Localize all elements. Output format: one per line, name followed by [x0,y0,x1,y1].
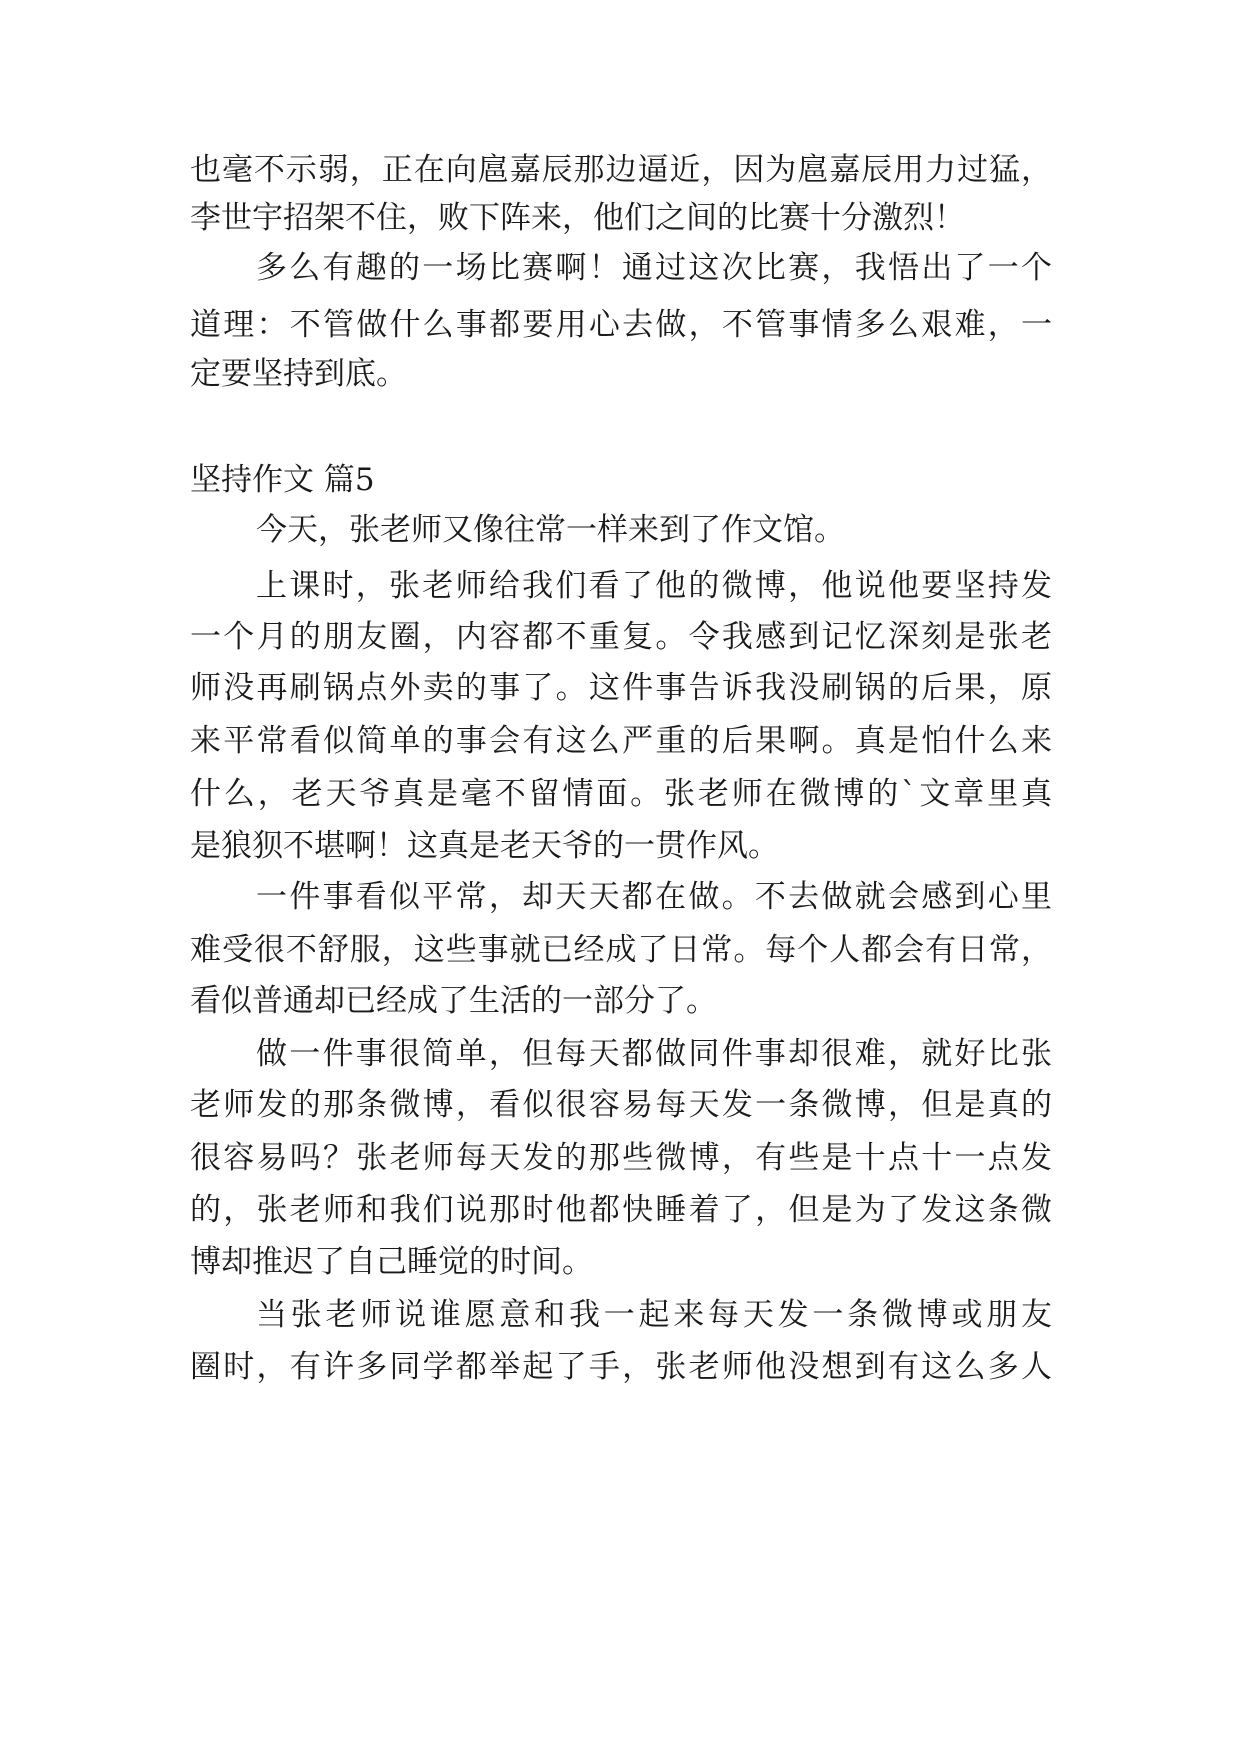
paragraph-line: 道理：不管做什么事都要用心去做，不管事情多么艰难，一 [190,307,1052,343]
paragraph-line: 也毫不示弱，正在向扈嘉辰那边逼近，因为扈嘉辰用力过猛， [190,152,1052,188]
paragraph-line: 来平常看似简单的事会有这么严重的后果啊。真是怕什么来 [190,723,1052,759]
paragraph-line: 难受很不舒服，这些事就已经成了日常。每个人都会有日常， [190,932,1052,968]
paragraph-line: 圈时，有许多同学都举起了手，张老师他没想到有这么多人 [190,1349,1052,1385]
paragraph-line: 定要坚持到底。 [190,356,407,392]
paragraph-line: 做一件事很简单，但每天都做同件事却很难，就好比张 [256,1036,1052,1072]
paragraph-line: 李世宇招架不住，败下阵来，他们之间的比赛十分激烈！ [190,200,965,236]
paragraph-line: 一个月的朋友圈，内容都不重复。令我感到记忆深刻是张老 [190,619,1052,655]
paragraph-line: 一件事看似平常，却天天都在做。不去做就会感到心里 [256,879,1052,915]
paragraph-line: 是狼狈不堪啊！这真是老天爷的一贯作风。 [190,828,779,864]
section-title: 坚持作文 篇5 [190,462,375,498]
paragraph-line: 看似普通却已经成了生活的一部分了。 [190,983,717,1019]
paragraph-line: 多么有趣的一场比赛啊！通过这次比赛，我悟出了一个 [256,250,1052,286]
paragraph-line: 当张老师说谁愿意和我一起来每天发一条微博或朋友 [256,1297,1052,1333]
paragraph-line: 今天，张老师又像往常一样来到了作文馆。 [256,512,845,548]
paragraph-line: 博却推迟了自己睡觉的时间。 [190,1244,593,1280]
paragraph-line: 的，张老师和我们说那时他都快睡着了，但是为了发这条微 [190,1192,1052,1228]
paragraph-line: 老师发的那条微博，看似很容易每天发一条微博，但是真的 [190,1087,1052,1123]
paragraph-line: 师没再刷锅点外卖的事了。这件事告诉我没刷锅的后果，原 [190,670,1052,706]
paragraph-line: 很容易吗？张老师每天发的那些微博，有些是十点十一点发 [190,1140,1052,1176]
paragraph-line: 什么，老天爷真是毫不留情面。张老师在微博的`文章里真 [190,776,1052,812]
paragraph-line: 上课时，张老师给我们看了他的微博，他说他要坚持发 [256,568,1052,604]
